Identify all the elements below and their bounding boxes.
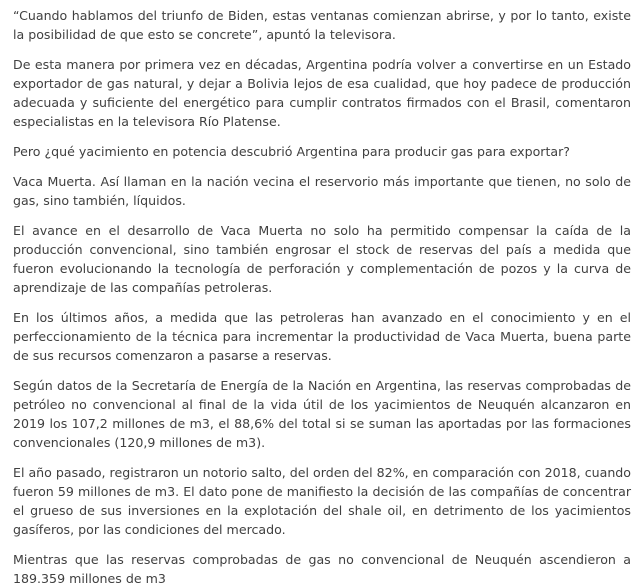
article-paragraph: El año pasado, registraron un notorio salto, del orden del 82%, en comparación con 2018, cuando fueron 59 millones de m3. El dato pone de manifiesto la decisión de las compañías de concentrar el grueso de sus inversiones en la explotación del shale oil, en detrimento de los yacimientos gasíferos, por las condiciones del mercado. — [13, 465, 631, 537]
article-paragraph: Pero ¿qué yacimiento en potencia descubrió Argentina para producir gas para exportar? — [13, 144, 570, 159]
article-paragraph: “Cuando hablamos del triunfo de Biden, estas ventanas comienzan abrirse, y por lo tanto, existe la posibilidad de que esto se concrete”, apuntó la televisora. — [13, 8, 631, 42]
article-paragraph: Mientras que las reservas comprobadas de gas no convencional de Neuquén ascendieron a 189.359 millones de m3 — [13, 552, 631, 586]
article-paragraph: En los últimos años, a medida que las petroleras han avanzado en el conocimiento y en el perfeccionamiento de la técnica para incrementar la productividad de Vaca Muerta, buena parte de sus recursos comenzaron a pasarse a reservas. — [13, 310, 631, 363]
article-paragraph: De esta manera por primera vez en décadas, Argentina podría volver a convertirse en un Estado exportador de gas natural, y dejar a Bolivia lejos de esa cualidad, que hoy padece de producción adecuada y suficiente del energético para cumplir contratos firmados con el Brasil, comentaron especialistas en la televisora Río Platense. — [13, 57, 631, 129]
article-paragraph: Vaca Muerta. Así llaman en la nación vecina el reservorio más importante que tienen, no solo de gas, sino también, líquidos. — [13, 174, 631, 208]
article-paragraph: El avance en el desarrollo de Vaca Muerta no solo ha permitido compensar la caída de la producción convencional, sino también engrosar el stock de reservas del país a medida que fueron evolucionando la tecnología de perforación y complementación de pozos y la curva de aprendizaje de las compañías petroleras. — [13, 223, 631, 295]
article-body — [0, 6, 640, 586]
article-paragraph: Según datos de la Secretaría de Energía de la Nación en Argentina, las reservas comprobadas de petróleo no convencional al final de la vida útil de los yacimientos de Neuquén alcanzaron en 2019 los 107,2 millones de m3, el 88,6% del total si se suman las aportadas por las formaciones convencionales (120,9 millones de m3). — [13, 378, 631, 450]
